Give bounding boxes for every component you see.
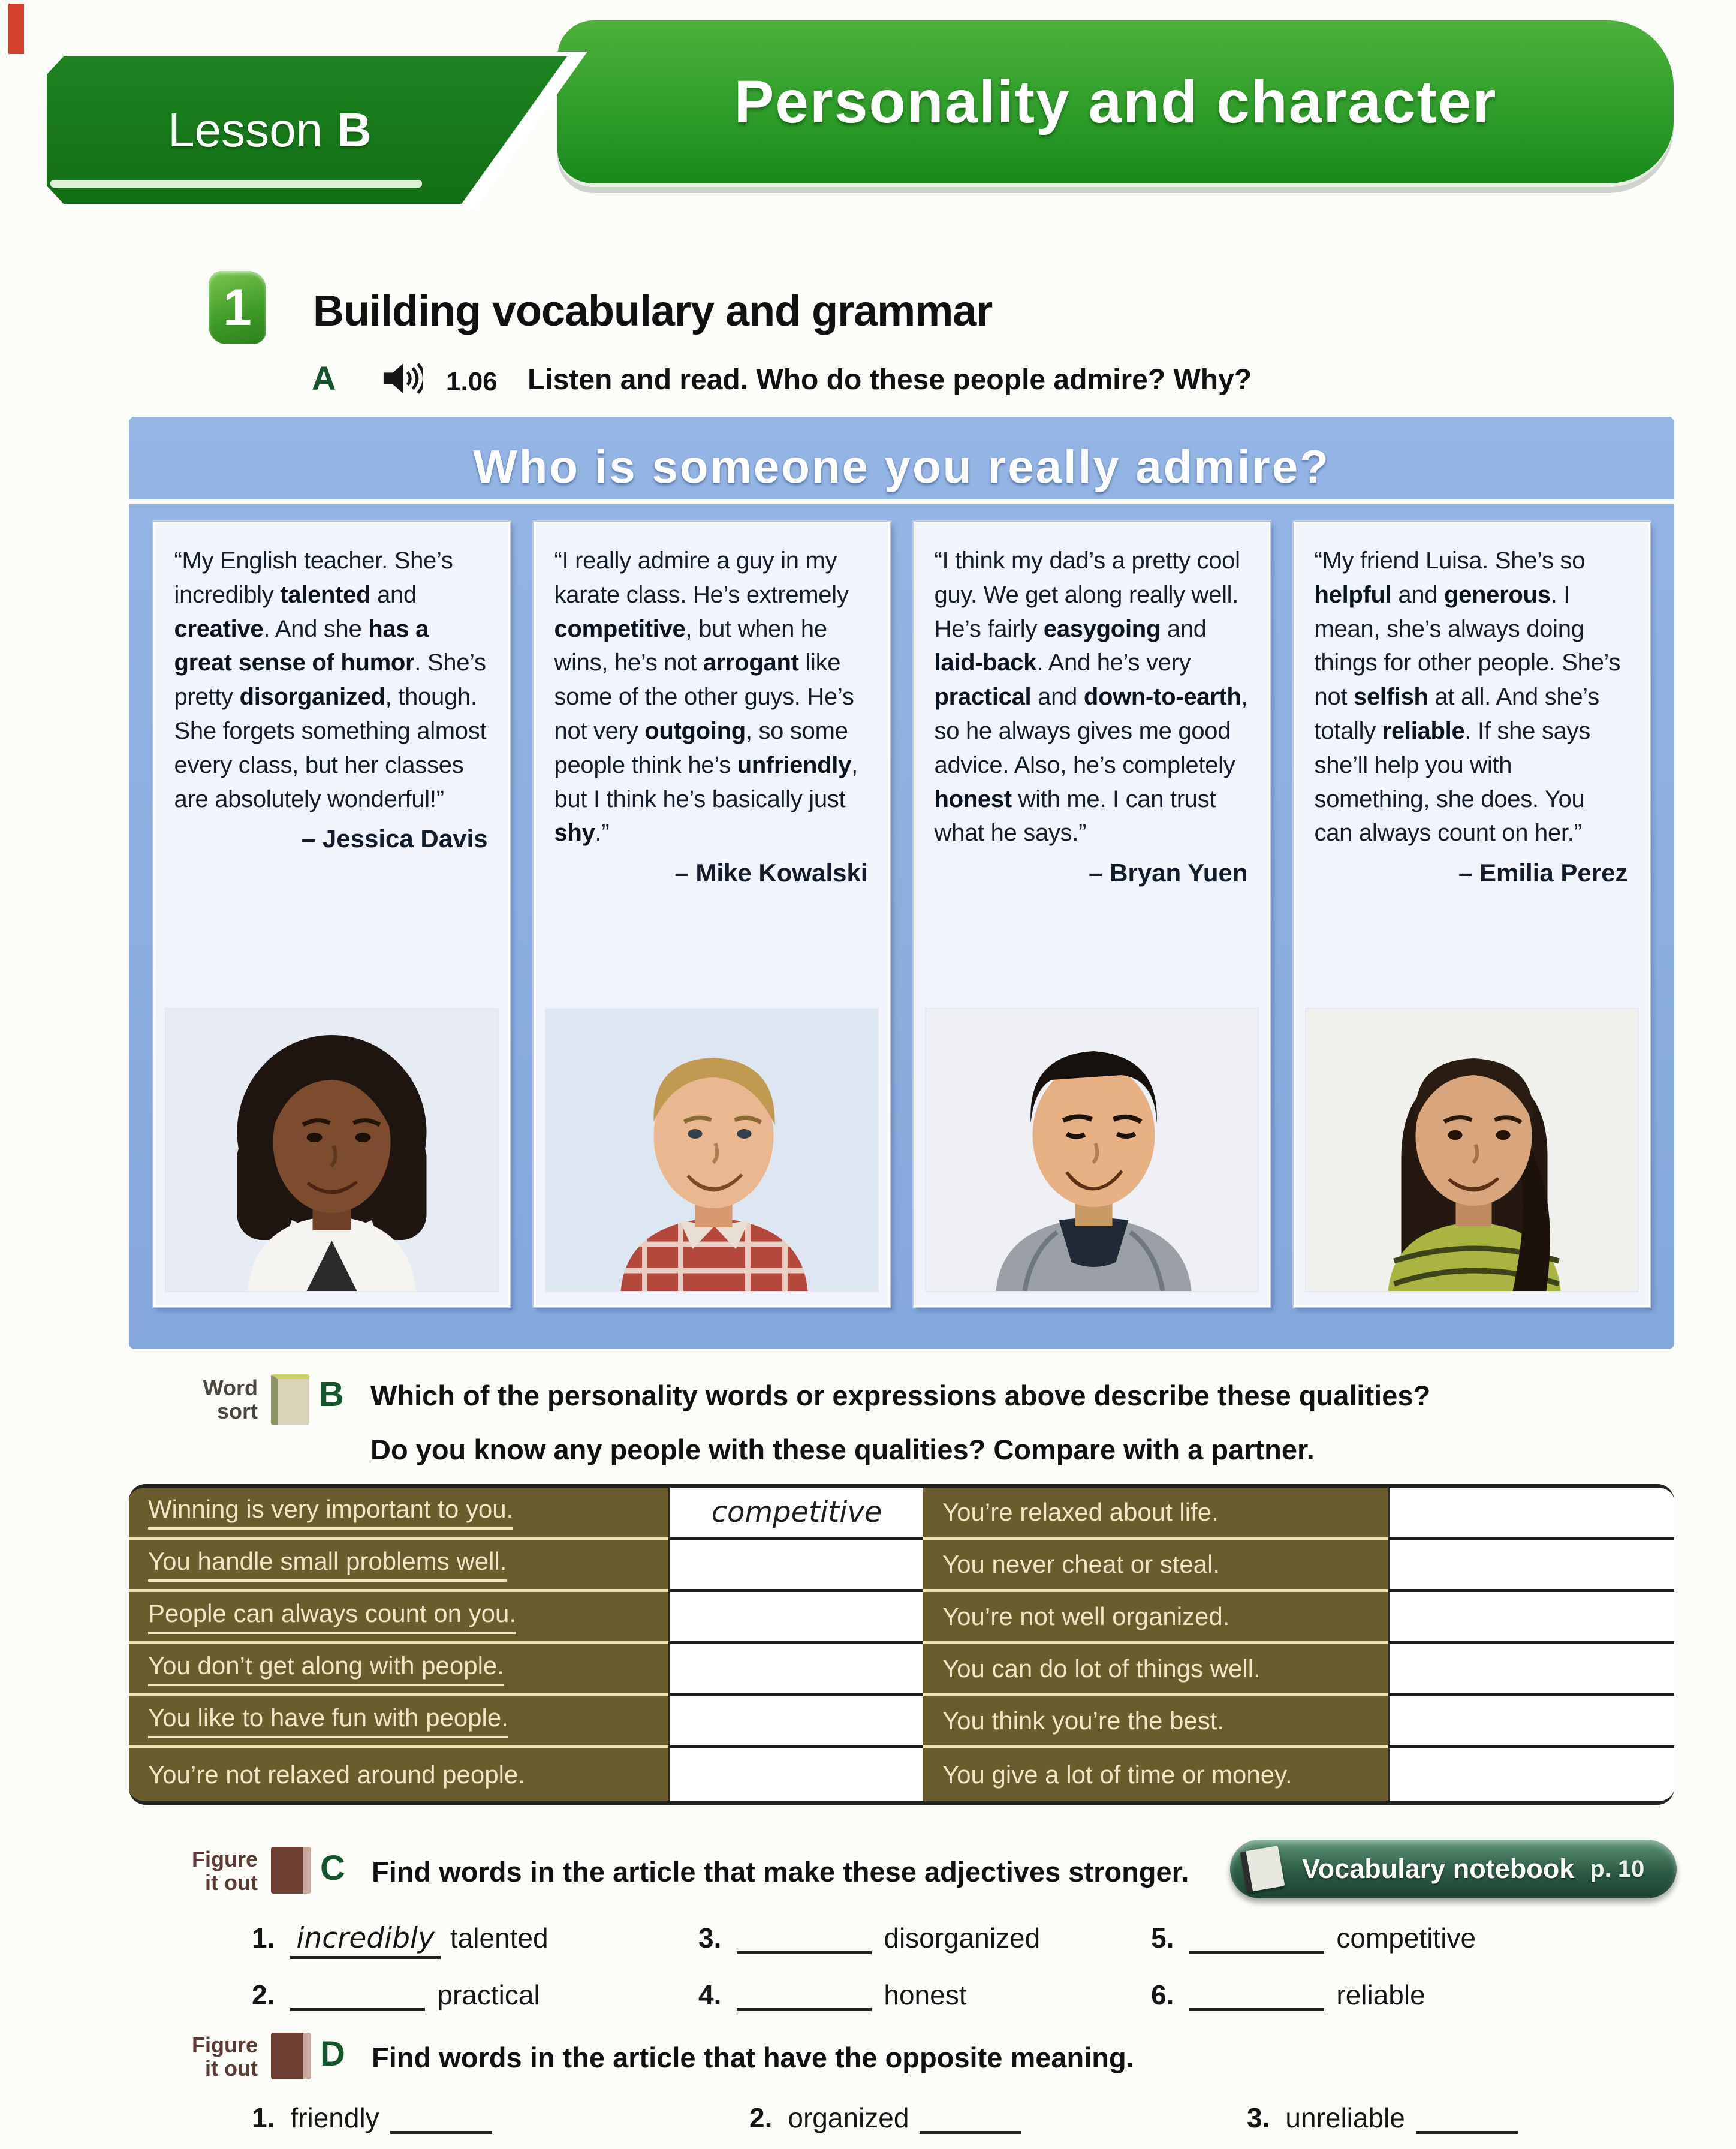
quote-card-bryan — [914, 522, 1270, 1307]
word-sort-table — [129, 1484, 1674, 1805]
figure-it-out-tag: Figure it out — [191, 2033, 258, 2081]
notebook-icon — [1240, 1846, 1285, 1892]
c-item-5: 5. competitive — [1151, 1922, 1476, 1954]
quality-cell: You never cheat or steal. — [923, 1540, 1388, 1592]
table-row — [129, 1592, 1674, 1644]
exercise-d-letter: D — [320, 2034, 345, 2073]
audio-track-number: 1.06 — [446, 367, 498, 396]
quality-cell: People can always count on you. — [129, 1592, 668, 1644]
quote-attribution: – Bryan Yuen — [1089, 859, 1248, 887]
quality-cell: You’re not well organized. — [923, 1592, 1388, 1644]
table-row — [129, 1696, 1674, 1748]
quote-card-mike — [534, 522, 890, 1307]
exercise-b-instructions-line2: Do you know any people with these qualities? Compare with a partner. — [370, 1434, 1315, 1465]
c-item-6: 6. reliable — [1151, 1979, 1425, 2010]
section-number-icon: 1 — [209, 271, 266, 344]
figure-it-out-tag: Figure it out — [191, 1847, 258, 1895]
answer-cell[interactable] — [668, 1540, 923, 1592]
article-title-divider — [129, 499, 1674, 504]
answer-cell[interactable] — [1388, 1592, 1674, 1644]
answer-blank[interactable] — [1189, 1981, 1324, 2011]
answer-blank[interactable] — [1189, 1924, 1324, 1954]
c-item-2: 2. practical — [252, 1979, 540, 2010]
vocabulary-notebook-badge[interactable] — [1230, 1840, 1677, 1898]
answer-cell[interactable] — [668, 1696, 923, 1748]
answer-blank[interactable] — [390, 2103, 492, 2134]
c-item-1: 1. incredibly talented — [252, 1922, 548, 1959]
quality-cell: You’re relaxed about life. — [923, 1488, 1388, 1540]
answer-cell[interactable] — [668, 1748, 923, 1801]
lesson-word: Lesson — [168, 103, 323, 156]
quality-cell: You can do lot of things well. — [923, 1644, 1388, 1696]
table-row — [129, 1748, 1674, 1801]
handwritten-answer[interactable]: incredibly — [290, 1922, 441, 1959]
notebook-icon — [271, 1374, 309, 1425]
answer-blank[interactable] — [737, 1924, 872, 1954]
quote-cards — [129, 522, 1674, 1307]
exercise-b-letter: B — [319, 1375, 344, 1414]
book-icon — [271, 1847, 311, 1894]
answer-blank[interactable] — [920, 2103, 1021, 2134]
jessica-davis-photo — [165, 1008, 499, 1292]
quality-cell: You like to have fun with people. — [129, 1696, 668, 1748]
exercise-c-instructions: Find words in the article that make these adjectives stronger. — [372, 1856, 1189, 1888]
answer-blank[interactable] — [1416, 2103, 1518, 2134]
bryan-yuen-photo — [925, 1008, 1259, 1292]
quote-text: “My English teacher. She’s incredibly talented and creative. And she has a great sense of humor. She’s pretty disorganized, though. She forgets something almost every class, but her classes are absolutely wonderful!” — [174, 547, 487, 812]
answer-blank[interactable] — [737, 1981, 872, 2011]
table-row — [129, 1488, 1674, 1540]
answer-cell[interactable]: competitive — [668, 1488, 923, 1540]
quality-cell: You give a lot of time or money. — [923, 1748, 1388, 1801]
exercise-a-instructions: Listen and read. Who do these people admire? Why? — [528, 364, 1252, 396]
d-item-3: 3. unreliable — [1247, 2102, 1518, 2134]
answer-cell[interactable] — [1388, 1644, 1674, 1696]
emilia-perez-photo — [1305, 1008, 1639, 1292]
d-item-2: 2. organized — [749, 2102, 1021, 2134]
answer-cell[interactable] — [1388, 1488, 1674, 1540]
badge-label: Vocabulary notebook — [1302, 1853, 1575, 1884]
exercise-c-letter: C — [320, 1849, 345, 1888]
word-sort-tag: Word sort — [203, 1376, 258, 1423]
quality-cell: You handle small problems well. — [129, 1540, 668, 1592]
quality-cell: Winning is very important to you. — [129, 1488, 668, 1540]
article-title: Who is someone you really admire? — [473, 440, 1330, 493]
exercise-d-instructions: Find words in the article that have the opposite meaning. — [372, 2042, 1134, 2073]
article-panel — [129, 417, 1674, 1349]
section-title: Building vocabulary and grammar — [313, 287, 993, 335]
answer-cell[interactable] — [668, 1644, 923, 1696]
quality-cell: You’re not relaxed around people. — [129, 1748, 668, 1801]
lesson-letter: B — [337, 103, 372, 156]
exercise-b-instructions-line1: Which of the personality words or expressions above describe these qualities? — [370, 1380, 1431, 1411]
c-item-3: 3. disorganized — [698, 1922, 1041, 1954]
speaker-icon — [381, 360, 423, 397]
book-icon — [271, 2033, 311, 2079]
mike-kowalski-photo — [545, 1008, 879, 1292]
c-item-4: 4. honest — [698, 1979, 967, 2010]
quote-card-emilia — [1294, 522, 1650, 1307]
unit-color-tab — [8, 4, 24, 54]
table-row — [129, 1540, 1674, 1592]
answer-cell[interactable] — [1388, 1540, 1674, 1592]
badge-page: p. 10 — [1590, 1855, 1645, 1882]
lesson-title: Personality and character — [734, 68, 1497, 136]
quote-attribution: – Emilia Perez — [1458, 859, 1628, 887]
quote-attribution: – Mike Kowalski — [674, 859, 868, 887]
exercise-a-letter: A — [312, 359, 336, 397]
answer-cell[interactable] — [1388, 1748, 1674, 1801]
quote-text: “I think my dad’s a pretty cool guy. We get along really well. He’s fairly easygoing and laid-back. And he’s very practical and down-to-earth, so he always gives me good advice. Also, he’s completely honest with me. I can trust what he says.” — [934, 547, 1248, 847]
quote-attribution: – Jessica Davis — [301, 824, 488, 853]
answer-blank[interactable] — [290, 1981, 425, 2011]
quality-cell: You don’t get along with people. — [129, 1644, 668, 1696]
answer-cell[interactable] — [1388, 1696, 1674, 1748]
quality-cell: You think you’re the best. — [923, 1696, 1388, 1748]
quote-text: “I really admire a guy in my karate class. He’s extremely competitive, but when he wins, he’s not arrogant like some of the other guys. He’s not very outgoing, so some people think he’s unfriendly, but I think he’s basically just shy.” — [554, 547, 858, 847]
answer-cell[interactable] — [668, 1592, 923, 1644]
lesson-label — [72, 56, 468, 204]
quote-card-jessica — [153, 522, 510, 1307]
quote-text: “My friend Luisa. She’s so helpful and generous. I mean, she’s always doing things for other people. She’s not selfish at all. And she’s totally reliable. If she says she’ll help you with something, she does. You can always count on her.” — [1314, 547, 1621, 847]
d-item-1: 1. friendly — [252, 2102, 492, 2134]
table-row — [129, 1644, 1674, 1696]
